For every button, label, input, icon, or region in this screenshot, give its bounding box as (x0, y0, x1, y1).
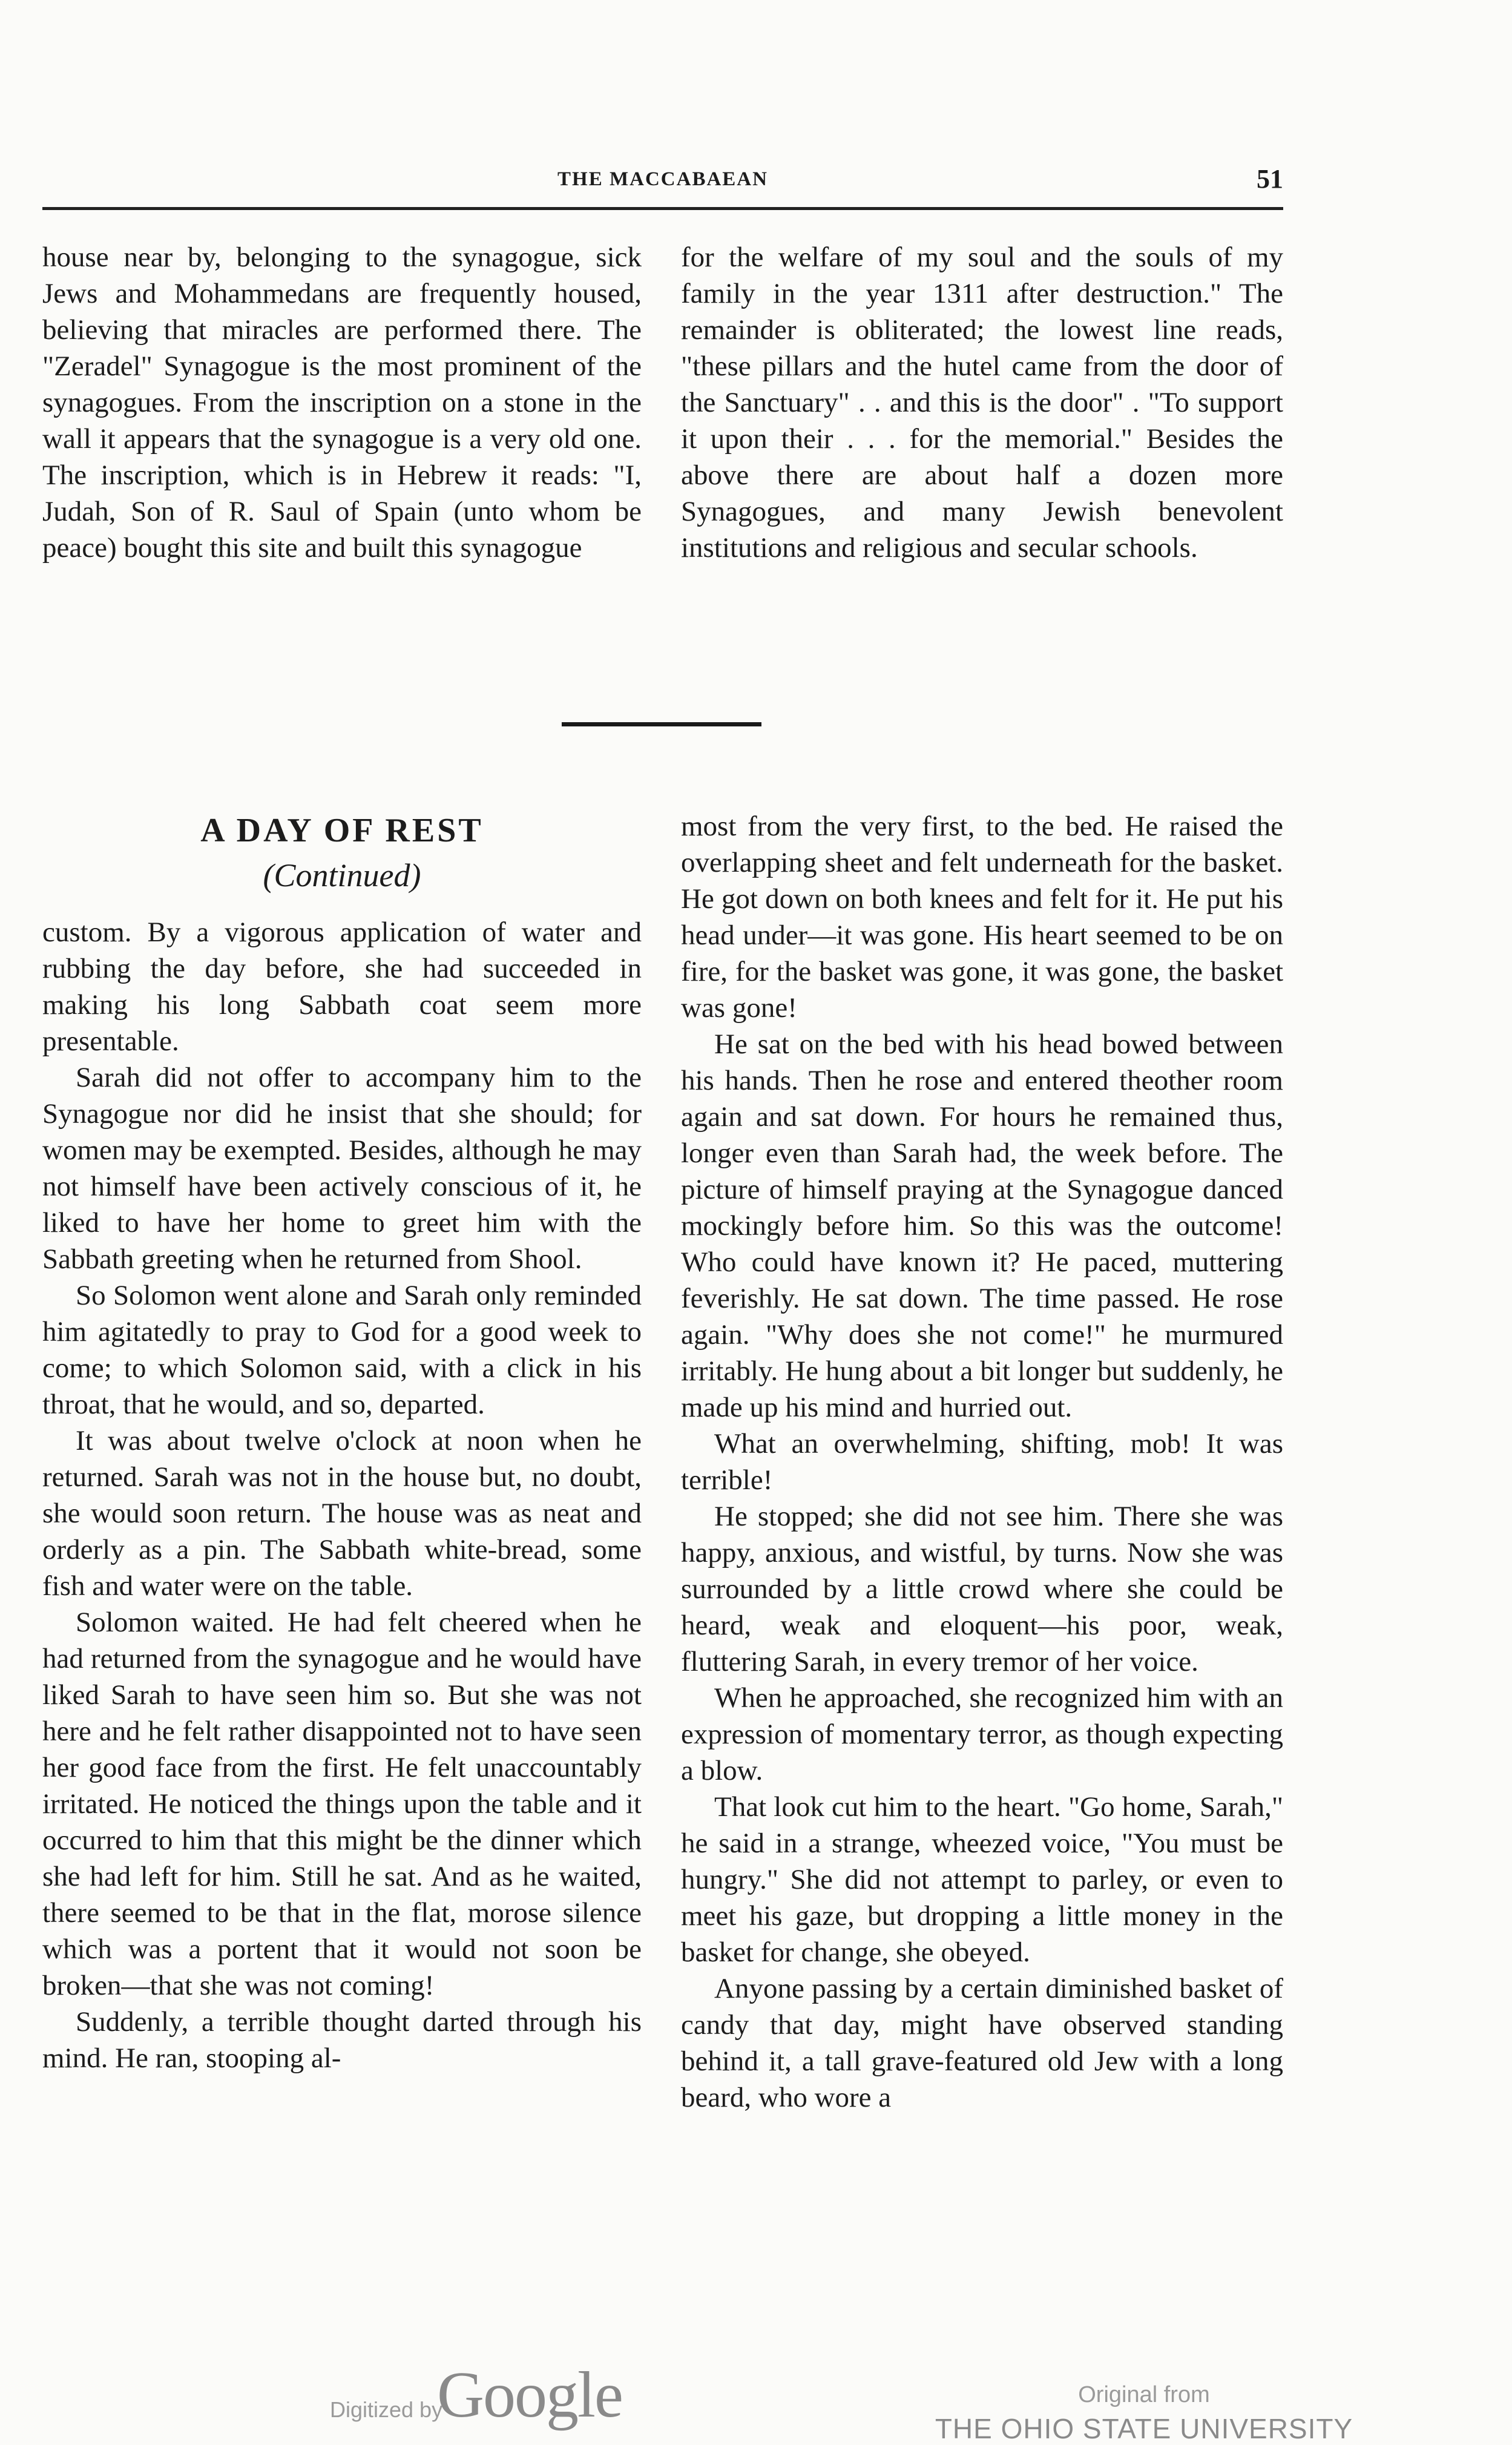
original-from-label: Original from (1078, 2382, 1210, 2407)
top-right-paragraph: for the welfare of my soul and the souls of my family in the year 1311 after destruction." The remainder is obliterated; the lowest line reads, "these pillars and the hutel came from the door of the Sanctuary" . . and this is the door" . "To support it upon their . . . for the memorial." Besides the above there are about half a dozen more Synagogues, and many Jewish benevolent institutions and religious and secular schools. (681, 242, 1283, 564)
paragraph: most from the very first, to the bed. He raised the overlapping sheet and felt underneath for the basket. He got down on both knees and felt for it. He put his head under—it was gone. His heart seemed to be on fire, for the basket was gone, it was gone, the basket was gone! (681, 811, 1283, 1024)
article-title: A DAY OF REST (200, 812, 484, 849)
page-number: 51 (1257, 164, 1283, 194)
paragraph: He stopped; she did not see him. There she was happy, anxious, and wistful, by turns. Now she was surrounded by a little crowd where she could be heard, weak and eloquent—his poor, weak, fluttering Sarah, in every tremor of her voice. (681, 1501, 1283, 1677)
paragraph: When he approached, she recognized him with an expression of momentary terror, as though expecting a blow. (681, 1682, 1283, 1786)
running-title: THE MACCABAEAN (557, 168, 768, 190)
bottom-left-column (42, 914, 642, 2076)
paragraph: Suddenly, a terrible thought darted through his mind. He ran, stooping al- (42, 2006, 642, 2074)
top-left-column (42, 239, 642, 566)
bottom-right-column (681, 808, 1283, 2116)
university-label: THE OHIO STATE UNIVERSITY (935, 2413, 1353, 2444)
google-logo: Google (437, 2359, 622, 2431)
paragraph: What an overwhelming, shifting, mob! It was terrible! (681, 1428, 1283, 1496)
paragraph: Anyone passing by a certain diminished basket of candy that day, might have observed standing behind it, a tall grave-featured old Jew with a long beard, who wore a (681, 1973, 1283, 2113)
paragraph: He sat on the bed with his head bowed between his hands. Then he rose and entered theother room again and sat down. For hours he remained thus, longer even than Sarah had, the week before. The picture of himself praying at the Synagogue danced mockingly before him. So this was the outcome! Who could have known it? He paced, muttering feverishly. He sat down. The time passed. He rose again. "Why does she not come!" he murmured irritably. He hung about a bit longer but suddenly, he made up his mind and hurried out. (681, 1028, 1283, 1423)
article-subtitle: (Continued) (263, 857, 421, 893)
paragraph: custom. By a vigorous application of water and rubbing the day before, she had succeeded in making his long Sabbath coat seem more presentable. (42, 916, 642, 1057)
digitized-by-label: Digitized by (330, 2397, 443, 2422)
top-left-paragraph: house near by, belonging to the synagogue, sick Jews and Mohammedans are frequently housed, believing that miracles are performed there. The "Zeradel" Synagogue is the most prominent of the synagogues. From the inscription on a stone in the wall it appears that the synagogue is a very old one. The inscription, which is in Hebrew it reads: "I, Judah, Son of R. Saul of Spain (unto whom be peace) bought this site and built this synagogue (42, 242, 642, 564)
paragraph: That look cut him to the heart. "Go home, Sarah," he said in a strange, wheezed voice, "You must be hungry." She did not attempt to parley, or even to meet his gaze, but dropping a little money in the basket for change, she obeyed. (681, 1791, 1283, 1968)
top-right-column (681, 239, 1283, 566)
section-divider (562, 722, 761, 726)
paragraph: Sarah did not offer to accompany him to the Synagogue nor did he insist that she should; for women may be exempted. Besides, although he may not himself have been actively conscious of it, he liked to have her home to greet him with the Sabbath greeting when he returned from Shool. (42, 1062, 642, 1275)
paragraph: Solomon waited. He had felt cheered when he had returned from the synagogue and he would have liked Sarah to have seen him so. But she was not here and he felt rather disappointed not to have seen her good face from the first. He felt unaccountably irritated. He noticed the things upon the table and it occurred to him that this might be the dinner which she had left for him. Still he sat. And as he waited, there seemed to be that in the flat, morose silence which was a portent that it would not soon be broken—that she was not coming! (42, 1607, 642, 2001)
paragraph: It was about twelve o'clock at noon when he returned. Sarah was not in the house but, no doubt, she would soon return. The house was as neat and orderly as a pin. The Sabbath white-bread, some fish and water were on the table. (42, 1425, 642, 1602)
header-rule (42, 207, 1283, 210)
running-header (42, 163, 1283, 200)
paragraph: So Solomon went alone and Sarah only reminded him agitatedly to pray to God for a good week to come; to which Solomon said, with a click in his throat, that he would, and so, departed. (42, 1280, 642, 1420)
